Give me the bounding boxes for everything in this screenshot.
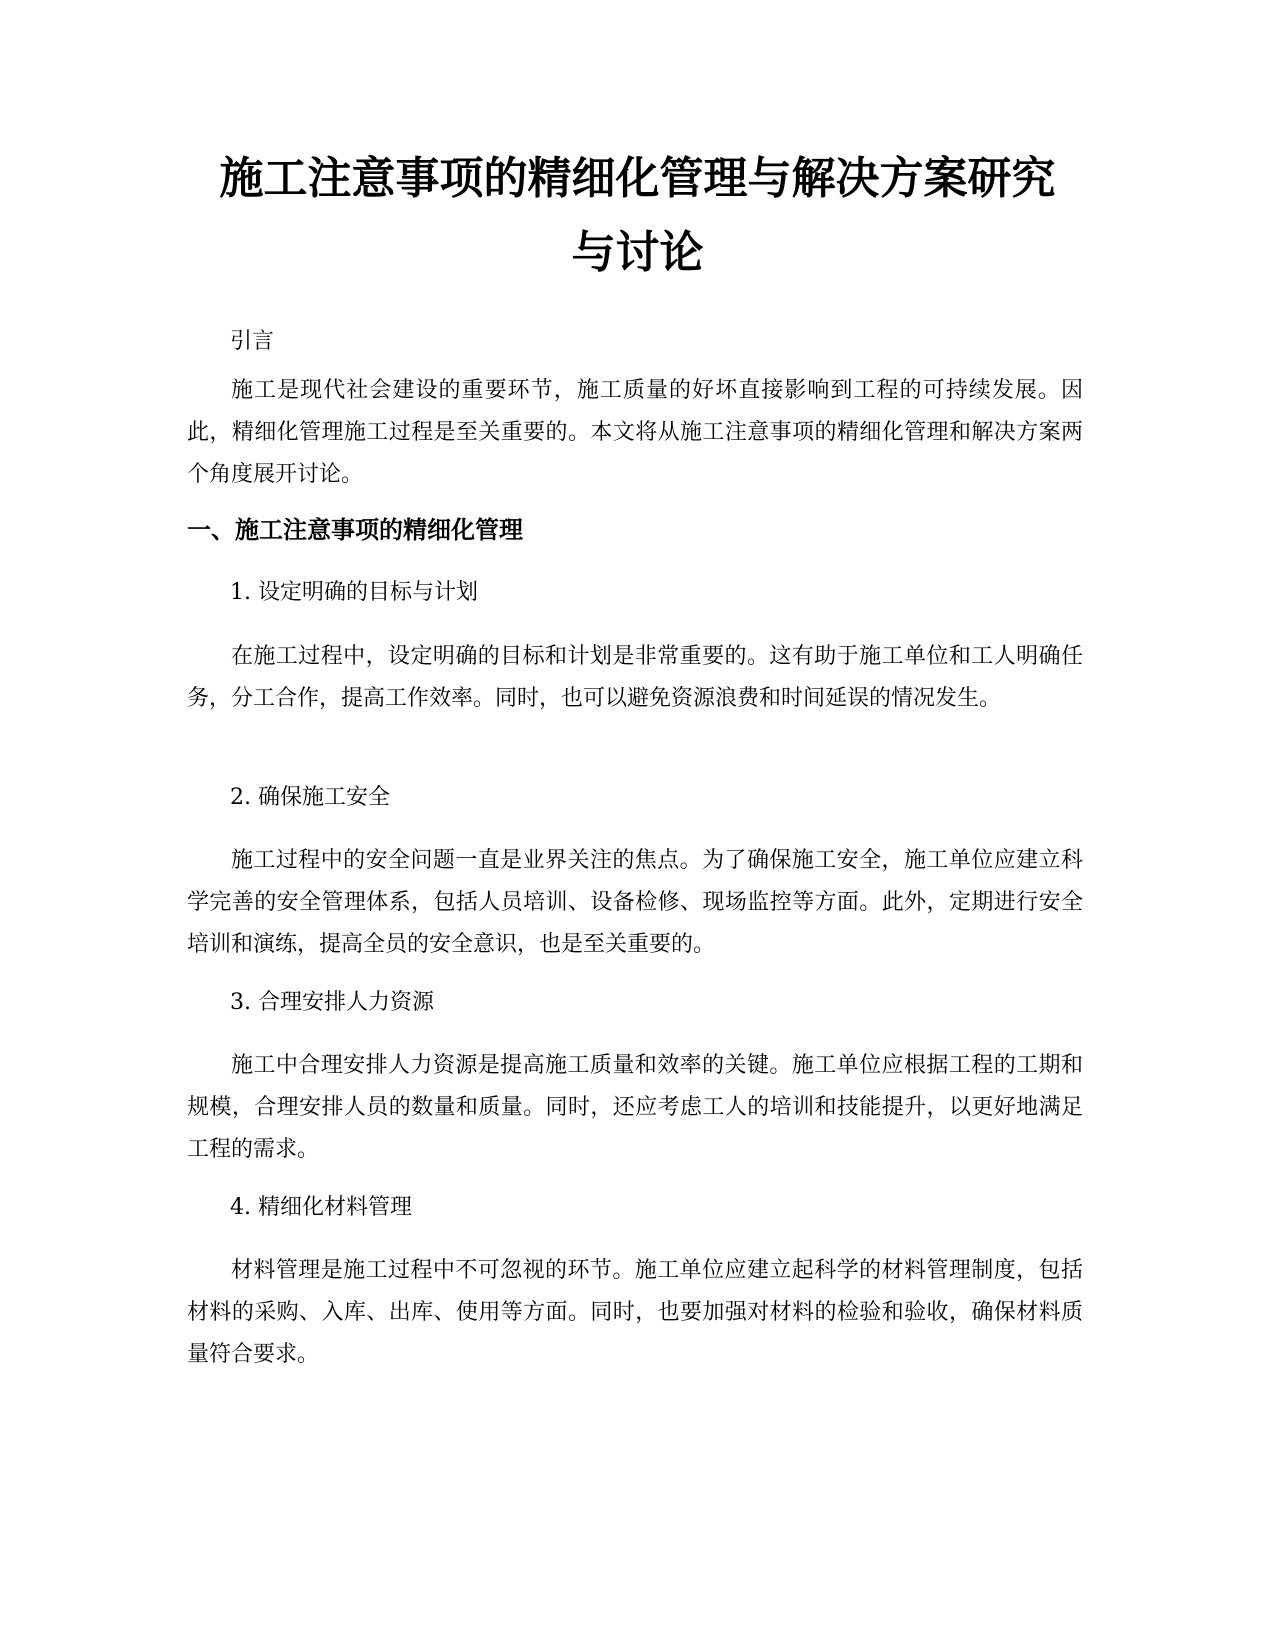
intro-paragraph: 施工是现代社会建设的重要环节，施工质量的好坏直接影响到工程的可持续发展。因此，精细化管理施工过程是至关重要的。本文将从施工注意事项的精细化管理和解决方案两个角度展开讨论。 <box>187 378 1083 487</box>
item-body-2: 施工过程中的安全问题一直是业界关注的焦点。为了确保施工安全，施工单位应建立科学完善的安全管理体系，包括人员培训、设备检修、现场监控等方面。此外，定期进行安全培训和演练，提高全员的安全意识，也是至关重要的。 <box>187 848 1083 957</box>
item-heading-1: 1. 设定明确的目标与计划 <box>230 580 478 605</box>
item-heading-4: 4. 精细化材料管理 <box>230 1195 412 1220</box>
item-body-1: 在施工过程中，设定明确的目标和计划是非常重要的。这有助于施工单位和工人明确任务，分工合作，提高工作效率。同时，也可以避免资源浪费和时间延误的情况发生。 <box>187 644 1083 711</box>
section-heading: 一、施工注意事项的精细化管理 <box>187 516 523 544</box>
title-line-1: 施工注意事项的精细化管理与解决方案研究 <box>219 153 1056 204</box>
item-heading-3: 3. 合理安排人力资源 <box>230 990 434 1015</box>
item-body-3: 施工中合理安排人力资源是提高施工质量和效率的关键。施工单位应根据工程的工期和规模，合理安排人员的数量和质量。同时，还应考虑工人的培训和技能提升，以更好地满足工程的需求。 <box>187 1053 1083 1162</box>
title-line-2: 与讨论 <box>571 227 704 278</box>
item-heading-2: 2. 确保施工安全 <box>230 785 390 810</box>
item-body-4: 材料管理是施工过程中不可忽视的环节。施工单位应建立起科学的材料管理制度，包括材料的采购、入库、出库、使用等方面。同时，也要加强对材料的检验和验收，确保材料质量符合要求。 <box>187 1258 1083 1367</box>
document-title <box>180 142 1095 290</box>
intro-label: 引言 <box>230 329 275 354</box>
